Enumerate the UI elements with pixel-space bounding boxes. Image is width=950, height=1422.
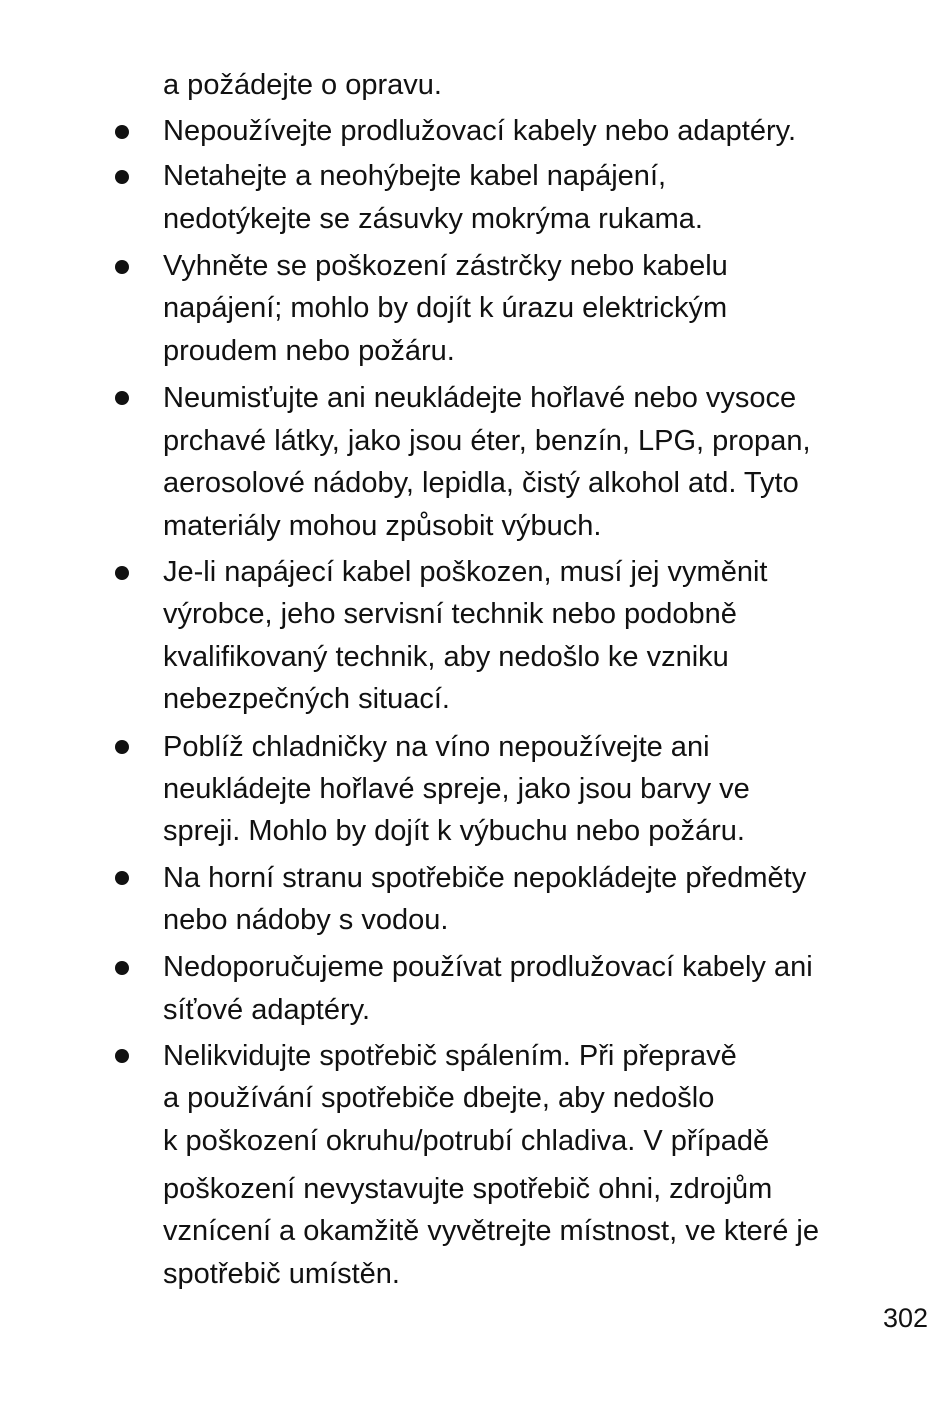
list-item-line: a používání spotřebiče dbejte, aby nedošlo [163, 1082, 715, 1114]
list-item-line: kvalifikovaný technik, aby nedošlo ke vzniku [163, 641, 729, 673]
list-item-line: Nedoporučujeme používat prodlužovací kabely ani [163, 951, 813, 983]
list-item-line: poškození nevystavujte spotřebič ohni, zdrojům [163, 1173, 773, 1205]
bullet-icon [115, 260, 129, 274]
bullet-icon [115, 125, 129, 139]
list-item-line: nedotýkejte se zásuvky mokrýma rukama. [163, 203, 703, 235]
bullet-icon [115, 566, 129, 580]
bullet-icon [115, 391, 129, 405]
list-item-line: síťové adaptéry. [163, 994, 371, 1026]
list-item-line: Nelikvidujte spotřebič spálením. Při přepravě [163, 1040, 737, 1072]
list-item-line: proudem nebo požáru. [163, 335, 455, 367]
list-item-line: vznícení a okamžitě vyvětrejte místnost, ve které je [163, 1215, 819, 1247]
list-item-line: Neumisťujte ani neukládejte hořlavé nebo vysoce [163, 382, 797, 414]
page-number: 302 [882, 1303, 928, 1333]
bullet-icon [115, 170, 129, 184]
list-item-line: výrobce, jeho servisní technik nebo podobně [163, 598, 737, 630]
bullet-icon [115, 1049, 129, 1063]
list-item-line: nebo nádoby s vodou. [163, 904, 449, 936]
list-item-line: Vyhněte se poškození zástrčky nebo kabelu [163, 250, 728, 282]
list-item-line: spotřebič umístěn. [163, 1258, 400, 1290]
list-item-line: prchavé látky, jako jsou éter, benzín, LPG, propan, [163, 425, 811, 457]
list-item-line: Je-li napájecí kabel poškozen, musí jej vyměnit [163, 556, 768, 588]
list-item-line: materiály mohou způsobit výbuch. [163, 510, 602, 542]
list-item-line: nebezpečných situací. [163, 683, 450, 715]
list-item-line: aerosolové nádoby, lepidla, čistý alkohol atd. Tyto [163, 467, 799, 499]
list-item-line: Na horní stranu spotřebiče nepokládejte předměty [163, 862, 807, 894]
list-item-line: k poškození okruhu/potrubí chladiva. V případě [163, 1125, 770, 1157]
list-item-line: Netahejte a neohýbejte kabel napájení, [163, 160, 667, 192]
list-item-line: Nepoužívejte prodlužovací kabely nebo adaptéry. [163, 115, 797, 147]
continuation-text: a požádejte o opravu. [163, 69, 442, 101]
bullet-icon [115, 961, 129, 975]
list-item-line: spreji. Mohlo by dojít k výbuchu nebo požáru. [163, 815, 745, 847]
list-item-line: Poblíž chladničky na víno nepoužívejte ani [163, 731, 710, 763]
bullet-icon [115, 740, 129, 754]
list-item-line: neukládejte hořlavé spreje, jako jsou barvy ve [163, 773, 750, 805]
list-item-line: napájení; mohlo by dojít k úrazu elektrickým [163, 292, 728, 324]
bullet-icon [115, 871, 129, 885]
